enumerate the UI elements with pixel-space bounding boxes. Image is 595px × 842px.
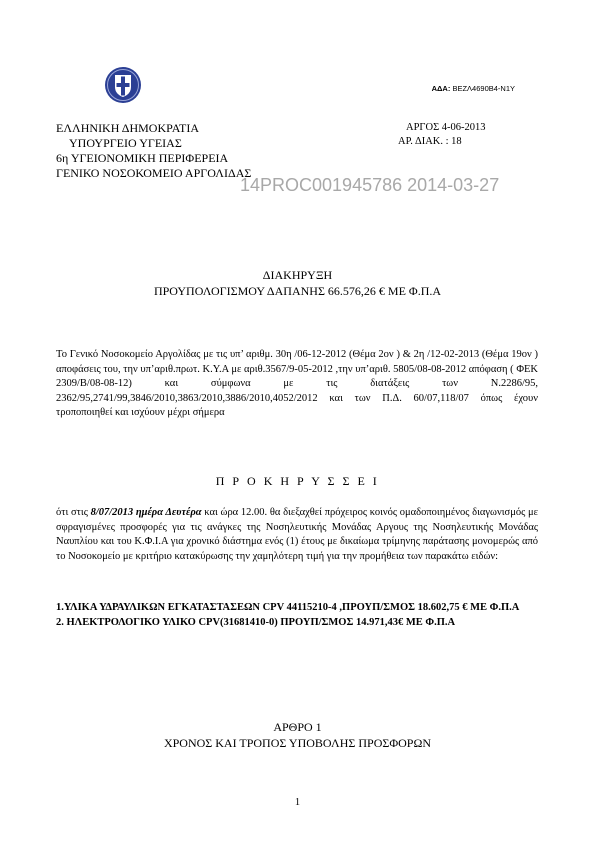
- article-number: ΑΡΘΡΟ 1: [273, 720, 322, 734]
- article-title: ΧΡΟΝΟΣ ΚΑΙ ΤΡΟΠΟΣ ΥΠΟΒΟΛΗΣ ΠΡΟΣΦΟΡΩΝ: [163, 736, 432, 750]
- issuer-block: [56, 121, 251, 181]
- ada-value: ΒΕΖΛ4690Β4-Ν1Υ: [452, 84, 515, 93]
- ada-code: [0, 84, 515, 93]
- issuer-line-country: ΕΛΛΗΝΙΚΗ ΔΗΜΟΚΡΑΤΙΑ: [56, 121, 200, 135]
- issuer-line-hospital: ΓΕΝΙΚΟ ΝΟΣΟΚΟΜΕΙΟ ΑΡΓΟΛΙΔΑΣ: [56, 166, 252, 180]
- intro-paragraph: Το Γενικό Νοσοκομείο Αργολίδας με τις υπ’ αριθμ. 30η /06-12-2012 (Θέμα 2ον ) & 2η /12-02-2013 (Θέμα 19ον ) αποφάσεις του, την υπ’αριθ.πρωτ. Κ.Υ.Α με αριθ.3567/9-05-2012 ,την υπ’αριθ. 5805/08-08-2012 απόφαση ( ΦΕΚ 2309/Β/08-08-12) και σύμφωνα με τις διατάξεις των Ν.2286/95, 2362/95,2741/99,3846/2010,3863/2010,3886/2010,4052/2012 και των Π.Δ. 60/07,118/07 όπως έχουν τροποποιηθεί και ισχύουν μέχρι σήμερα: [56, 349, 538, 418]
- announcement-heading: Π Ρ Ο Κ Η Ρ Υ Σ Σ Ε Ι: [215, 474, 380, 488]
- body-rest: και ώρα 12.00. θα διεξαχθεί πρόχειρος κοινός ομαδοποιημένος διαγωνισμός με σφραγισμένες προσφορές για τις ανάγκες της Νοσηλευτικής Μονάδας Αργους της Νοσηλευτικής Μονάδας Ναυπλίου και του Κ.Φ.Ι.Α για χρονικό διάστημα ενός (1) έτους με δικαίωμα τρίμηνης παράτασης μονομερώς από το Νοσοκομείο με κριτήριο κατακύρωσης την χαμηλότερη τιμή για την προμήθεια των παρακάτω ειδών:: [56, 507, 538, 562]
- items-list: [56, 601, 538, 630]
- registry-stamp: 14PROC001945786 2014-03-27: [240, 175, 500, 195]
- body-prefix: ότι στις: [56, 507, 91, 518]
- place-date: ΑΡΓΟΣ 4-06-2013: [406, 122, 486, 133]
- issuer-line-region: 6η ΥΓΕΙΟΝΟΜΙΚΗ ΠΕΡΙΦΕΡΕΙΑ: [56, 151, 229, 165]
- protocol-number: ΑΡ. ΔΙΑΚ. : 18: [398, 136, 462, 147]
- tender-date: 8/07/2013 ημέρα Δευτέρα: [90, 507, 202, 518]
- body-paragraph: [56, 506, 538, 564]
- title-line-1: ΔΙΑΚΗΡΥΞΗ: [262, 268, 333, 282]
- list-item: 2. ΗΛΕΚΤΡΟΛΟΓΙΚΟ ΥΛΙΚΟ CPV(31681410-0) ΠΡΟΥΠ/ΣΜΟΣ 14.971,43€ ΜΕ Φ.Π.Α: [56, 616, 456, 628]
- document-meta: [398, 121, 486, 149]
- article-heading: [0, 719, 595, 751]
- ada-label: ΑΔΑ:: [431, 84, 451, 93]
- issuer-line-ministry: ΥΠΟΥΡΓΕΙΟ ΥΓΕΙΑΣ: [69, 136, 182, 150]
- page-number: 1: [294, 797, 301, 808]
- title-line-2: ΠΡΟΥΠΟΛΟΓΙΣΜΟΥ ΔΑΠΑΝΗΣ 66.576,26 € ΜΕ Φ.Π.Α: [153, 284, 442, 298]
- list-item: 1.ΥΛΙΚΑ ΥΔΡΑΥΛΙΚΩΝ ΕΓΚΑΤΑΣΤΑΣΕΩΝ CPV 44115210-4 ,ΠΡΟΥΠ/ΣΜΟΣ 18.602,75 € ΜΕ Φ.Π.Α: [56, 602, 520, 613]
- document-title: [0, 267, 595, 299]
